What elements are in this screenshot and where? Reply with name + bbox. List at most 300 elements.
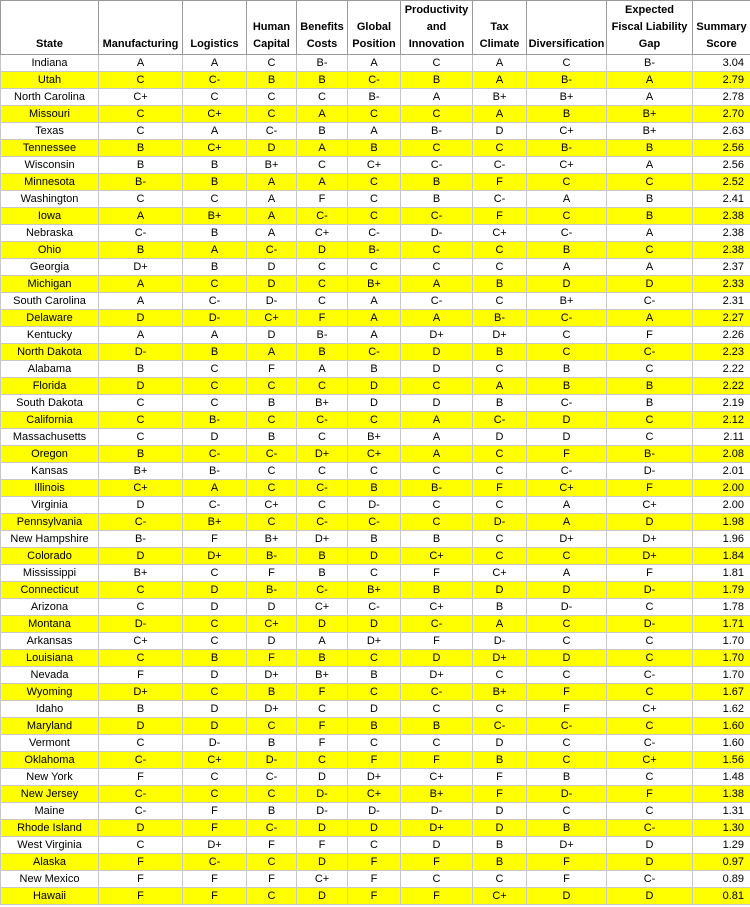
cell-diversification: C- <box>527 718 607 735</box>
header-manufacturing: Manufacturing <box>99 1 183 55</box>
cell-diversification: C <box>527 752 607 769</box>
cell-human-capital: F <box>247 361 297 378</box>
cell-productivity-innovation: D+ <box>401 327 473 344</box>
cell-logistics: D <box>183 701 247 718</box>
cell-benefits-costs: C- <box>297 480 348 497</box>
cell-state: Iowa <box>1 208 99 225</box>
cell-productivity-innovation: F <box>401 752 473 769</box>
cell-tax-climate: F <box>473 769 527 786</box>
header-global-position: Global Position <box>348 1 401 55</box>
cell-diversification: C <box>527 803 607 820</box>
cell-tax-climate: D <box>473 429 527 446</box>
cell-benefits-costs: B <box>297 650 348 667</box>
cell-human-capital: C- <box>247 242 297 259</box>
cell-fiscal-liability-gap: A <box>607 310 693 327</box>
cell-logistics: B <box>183 225 247 242</box>
cell-human-capital: D <box>247 259 297 276</box>
cell-manufacturing: C <box>99 837 183 854</box>
cell-state: Nebraska <box>1 225 99 242</box>
cell-summary-score: 1.96 <box>693 531 750 548</box>
header-benefits-costs: Benefits Costs <box>297 1 348 55</box>
cell-logistics: A <box>183 55 247 72</box>
cell-fiscal-liability-gap: C- <box>607 667 693 684</box>
cell-productivity-innovation: D <box>401 395 473 412</box>
cell-summary-score: 0.81 <box>693 888 750 905</box>
cell-productivity-innovation: C <box>401 140 473 157</box>
cell-benefits-costs: C <box>297 378 348 395</box>
cell-summary-score: 2.70 <box>693 106 750 123</box>
cell-fiscal-liability-gap: B <box>607 395 693 412</box>
cell-summary-score: 2.00 <box>693 480 750 497</box>
cell-fiscal-liability-gap: C <box>607 718 693 735</box>
cell-logistics: D <box>183 599 247 616</box>
table-row <box>1 514 750 531</box>
cell-state: Louisiana <box>1 650 99 667</box>
cell-summary-score: 1.30 <box>693 820 750 837</box>
cell-fiscal-liability-gap: C <box>607 412 693 429</box>
cell-manufacturing: B+ <box>99 565 183 582</box>
cell-manufacturing: C <box>99 582 183 599</box>
cell-tax-climate: C+ <box>473 225 527 242</box>
cell-fiscal-liability-gap: C- <box>607 871 693 888</box>
table-row <box>1 174 750 191</box>
cell-tax-climate: C <box>473 497 527 514</box>
cell-summary-score: 1.70 <box>693 667 750 684</box>
table-row <box>1 140 750 157</box>
cell-global-position: B <box>348 361 401 378</box>
cell-productivity-innovation: C <box>401 106 473 123</box>
cell-global-position: C+ <box>348 446 401 463</box>
cell-benefits-costs: D <box>297 242 348 259</box>
cell-summary-score: 2.08 <box>693 446 750 463</box>
cell-benefits-costs: F <box>297 310 348 327</box>
cell-summary-score: 2.22 <box>693 378 750 395</box>
cell-manufacturing: F <box>99 769 183 786</box>
cell-human-capital: C <box>247 854 297 871</box>
cell-summary-score: 2.26 <box>693 327 750 344</box>
cell-human-capital: C- <box>247 769 297 786</box>
cell-logistics: F <box>183 871 247 888</box>
cell-global-position: B <box>348 667 401 684</box>
cell-benefits-costs: A <box>297 174 348 191</box>
cell-productivity-innovation: C- <box>401 684 473 701</box>
cell-global-position: C <box>348 735 401 752</box>
table-row <box>1 531 750 548</box>
cell-global-position: D+ <box>348 633 401 650</box>
cell-productivity-innovation: D+ <box>401 820 473 837</box>
cell-state: South Carolina <box>1 293 99 310</box>
cell-fiscal-liability-gap: A <box>607 259 693 276</box>
cell-diversification: B <box>527 242 607 259</box>
cell-state: Tennessee <box>1 140 99 157</box>
cell-benefits-costs: C <box>297 463 348 480</box>
table-row <box>1 548 750 565</box>
cell-tax-climate: C- <box>473 191 527 208</box>
cell-global-position: D <box>348 378 401 395</box>
cell-tax-climate: D <box>473 803 527 820</box>
cell-fiscal-liability-gap: C <box>607 803 693 820</box>
cell-fiscal-liability-gap: C <box>607 599 693 616</box>
cell-state: Illinois <box>1 480 99 497</box>
table-row <box>1 157 750 174</box>
cell-human-capital: C- <box>247 123 297 140</box>
cell-tax-climate: D <box>473 735 527 752</box>
cell-global-position: C- <box>348 344 401 361</box>
cell-benefits-costs: B- <box>297 327 348 344</box>
cell-benefits-costs: C- <box>297 412 348 429</box>
cell-manufacturing: D <box>99 548 183 565</box>
cell-fiscal-liability-gap: F <box>607 786 693 803</box>
cell-fiscal-liability-gap: B <box>607 378 693 395</box>
cell-tax-climate: C <box>473 463 527 480</box>
cell-summary-score: 2.19 <box>693 395 750 412</box>
cell-benefits-costs: D <box>297 888 348 905</box>
table-row <box>1 616 750 633</box>
cell-human-capital: B- <box>247 582 297 599</box>
cell-benefits-costs: D- <box>297 803 348 820</box>
table-row <box>1 361 750 378</box>
cell-manufacturing: C- <box>99 786 183 803</box>
cell-logistics: C <box>183 633 247 650</box>
cell-diversification: C+ <box>527 123 607 140</box>
cell-tax-climate: C <box>473 531 527 548</box>
cell-logistics: C <box>183 361 247 378</box>
cell-global-position: C+ <box>348 157 401 174</box>
cell-productivity-innovation: D <box>401 361 473 378</box>
table-row <box>1 718 750 735</box>
table-row <box>1 293 750 310</box>
table-row <box>1 72 750 89</box>
cell-manufacturing: B <box>99 361 183 378</box>
cell-logistics: B <box>183 259 247 276</box>
cell-diversification: D+ <box>527 531 607 548</box>
cell-benefits-costs: D+ <box>297 446 348 463</box>
cell-manufacturing: A <box>99 55 183 72</box>
cell-benefits-costs: F <box>297 191 348 208</box>
cell-diversification: B <box>527 106 607 123</box>
cell-human-capital: C <box>247 412 297 429</box>
cell-state: Kansas <box>1 463 99 480</box>
cell-benefits-costs: C- <box>297 582 348 599</box>
cell-global-position: F <box>348 854 401 871</box>
cell-manufacturing: C <box>99 650 183 667</box>
cell-global-position: B <box>348 140 401 157</box>
cell-benefits-costs: C <box>297 429 348 446</box>
table-row <box>1 667 750 684</box>
cell-manufacturing: D- <box>99 616 183 633</box>
cell-global-position: F <box>348 752 401 769</box>
cell-benefits-costs: B <box>297 72 348 89</box>
cell-benefits-costs: C <box>297 157 348 174</box>
cell-logistics: C+ <box>183 140 247 157</box>
cell-tax-climate: B <box>473 276 527 293</box>
cell-benefits-costs: B+ <box>297 395 348 412</box>
cell-global-position: B+ <box>348 276 401 293</box>
cell-productivity-innovation: D <box>401 650 473 667</box>
cell-productivity-innovation: C+ <box>401 548 473 565</box>
cell-tax-climate: B <box>473 837 527 854</box>
cell-human-capital: B- <box>247 548 297 565</box>
cell-summary-score: 2.31 <box>693 293 750 310</box>
cell-global-position: B <box>348 531 401 548</box>
table-row <box>1 599 750 616</box>
cell-fiscal-liability-gap: F <box>607 565 693 582</box>
cell-global-position: C <box>348 463 401 480</box>
cell-state: Arizona <box>1 599 99 616</box>
cell-logistics: D <box>183 582 247 599</box>
table-row <box>1 191 750 208</box>
cell-benefits-costs: D <box>297 854 348 871</box>
cell-fiscal-liability-gap: C <box>607 429 693 446</box>
cell-global-position: D <box>348 548 401 565</box>
table-row <box>1 276 750 293</box>
cell-global-position: C <box>348 106 401 123</box>
cell-human-capital: A <box>247 208 297 225</box>
table-row <box>1 344 750 361</box>
cell-fiscal-liability-gap: A <box>607 72 693 89</box>
cell-state: Montana <box>1 616 99 633</box>
cell-state: Missouri <box>1 106 99 123</box>
cell-productivity-innovation: C <box>401 259 473 276</box>
cell-human-capital: C <box>247 718 297 735</box>
cell-benefits-costs: A <box>297 140 348 157</box>
table-row <box>1 769 750 786</box>
cell-manufacturing: C <box>99 106 183 123</box>
cell-manufacturing: C <box>99 395 183 412</box>
cell-productivity-innovation: B- <box>401 123 473 140</box>
cell-state: New Mexico <box>1 871 99 888</box>
cell-global-position: D <box>348 395 401 412</box>
cell-human-capital: D <box>247 327 297 344</box>
cell-human-capital: B <box>247 735 297 752</box>
cell-summary-score: 2.37 <box>693 259 750 276</box>
table-row <box>1 446 750 463</box>
table-row <box>1 871 750 888</box>
cell-summary-score: 1.60 <box>693 718 750 735</box>
cell-human-capital: D- <box>247 752 297 769</box>
cell-summary-score: 1.29 <box>693 837 750 854</box>
cell-productivity-innovation: A <box>401 446 473 463</box>
cell-productivity-innovation: F <box>401 888 473 905</box>
cell-manufacturing: C- <box>99 752 183 769</box>
cell-productivity-innovation: C <box>401 55 473 72</box>
cell-tax-climate: A <box>473 378 527 395</box>
cell-manufacturing: D <box>99 378 183 395</box>
cell-diversification: B- <box>527 140 607 157</box>
cell-manufacturing: B <box>99 157 183 174</box>
cell-fiscal-liability-gap: B+ <box>607 123 693 140</box>
cell-benefits-costs: F <box>297 837 348 854</box>
cell-state: New York <box>1 769 99 786</box>
cell-fiscal-liability-gap: C- <box>607 735 693 752</box>
cell-tax-climate: C <box>473 361 527 378</box>
table-row <box>1 752 750 769</box>
cell-global-position: C <box>348 684 401 701</box>
cell-logistics: B+ <box>183 514 247 531</box>
cell-manufacturing: B <box>99 446 183 463</box>
cell-diversification: C <box>527 548 607 565</box>
cell-fiscal-liability-gap: C <box>607 361 693 378</box>
cell-state: Massachusetts <box>1 429 99 446</box>
cell-state: Indiana <box>1 55 99 72</box>
header-diversification: Diversification <box>527 1 607 55</box>
cell-state: Minnesota <box>1 174 99 191</box>
cell-global-position: D- <box>348 803 401 820</box>
cell-benefits-costs: B <box>297 344 348 361</box>
cell-logistics: B <box>183 157 247 174</box>
cell-global-position: C+ <box>348 786 401 803</box>
cell-tax-climate: F <box>473 208 527 225</box>
cell-summary-score: 1.38 <box>693 786 750 803</box>
cell-manufacturing: C- <box>99 803 183 820</box>
cell-human-capital: C <box>247 55 297 72</box>
cell-global-position: A <box>348 327 401 344</box>
table-row <box>1 242 750 259</box>
cell-logistics: F <box>183 888 247 905</box>
cell-diversification: B+ <box>527 293 607 310</box>
table-row <box>1 565 750 582</box>
cell-productivity-innovation: C <box>401 242 473 259</box>
cell-fiscal-liability-gap: B- <box>607 446 693 463</box>
cell-human-capital: C <box>247 378 297 395</box>
cell-productivity-innovation: C <box>401 514 473 531</box>
cell-logistics: D+ <box>183 837 247 854</box>
cell-global-position: A <box>348 310 401 327</box>
cell-diversification: C <box>527 344 607 361</box>
cell-benefits-costs: C+ <box>297 225 348 242</box>
cell-logistics: C <box>183 276 247 293</box>
cell-global-position: D- <box>348 497 401 514</box>
cell-human-capital: F <box>247 871 297 888</box>
cell-tax-climate: C <box>473 259 527 276</box>
cell-diversification: A <box>527 191 607 208</box>
cell-state: Maine <box>1 803 99 820</box>
cell-logistics: B <box>183 344 247 361</box>
cell-manufacturing: A <box>99 208 183 225</box>
cell-human-capital: A <box>247 344 297 361</box>
cell-state: Texas <box>1 123 99 140</box>
cell-summary-score: 2.63 <box>693 123 750 140</box>
cell-global-position: F <box>348 871 401 888</box>
cell-productivity-innovation: A <box>401 89 473 106</box>
cell-productivity-innovation: B- <box>401 480 473 497</box>
cell-summary-score: 2.00 <box>693 497 750 514</box>
cell-manufacturing: A <box>99 293 183 310</box>
cell-fiscal-liability-gap: C+ <box>607 752 693 769</box>
cell-productivity-innovation: C- <box>401 208 473 225</box>
cell-human-capital: C+ <box>247 310 297 327</box>
cell-diversification: B+ <box>527 89 607 106</box>
cell-diversification: B <box>527 820 607 837</box>
cell-logistics: A <box>183 242 247 259</box>
cell-state: Florida <box>1 378 99 395</box>
cell-diversification: C- <box>527 463 607 480</box>
cell-diversification: C+ <box>527 480 607 497</box>
cell-manufacturing: C+ <box>99 480 183 497</box>
cell-benefits-costs: B <box>297 565 348 582</box>
cell-productivity-innovation: C <box>401 378 473 395</box>
cell-logistics: D- <box>183 735 247 752</box>
table-row <box>1 803 750 820</box>
cell-human-capital: B+ <box>247 531 297 548</box>
cell-state: Alaska <box>1 854 99 871</box>
cell-fiscal-liability-gap: A <box>607 89 693 106</box>
cell-fiscal-liability-gap: C <box>607 769 693 786</box>
cell-summary-score: 1.98 <box>693 514 750 531</box>
cell-summary-score: 1.67 <box>693 684 750 701</box>
header-logistics: Logistics <box>183 1 247 55</box>
cell-diversification: D- <box>527 599 607 616</box>
cell-manufacturing: C <box>99 412 183 429</box>
table-row <box>1 582 750 599</box>
cell-logistics: C- <box>183 497 247 514</box>
cell-tax-climate: D- <box>473 633 527 650</box>
cell-state: California <box>1 412 99 429</box>
cell-state: Colorado <box>1 548 99 565</box>
cell-global-position: B+ <box>348 429 401 446</box>
cell-state: Virginia <box>1 497 99 514</box>
cell-human-capital: C <box>247 480 297 497</box>
cell-logistics: A <box>183 123 247 140</box>
cell-human-capital: B+ <box>247 157 297 174</box>
header-fiscal-liability-gap: Expected Fiscal Liability Gap <box>607 1 693 55</box>
cell-diversification: F <box>527 701 607 718</box>
table-row <box>1 429 750 446</box>
cell-tax-climate: B <box>473 344 527 361</box>
cell-benefits-costs: C+ <box>297 599 348 616</box>
cell-tax-climate: B- <box>473 310 527 327</box>
cell-productivity-innovation: C <box>401 871 473 888</box>
cell-logistics: C- <box>183 293 247 310</box>
cell-diversification: F <box>527 854 607 871</box>
cell-productivity-innovation: D <box>401 344 473 361</box>
cell-global-position: D <box>348 616 401 633</box>
cell-benefits-costs: C+ <box>297 871 348 888</box>
cell-logistics: D <box>183 667 247 684</box>
cell-benefits-costs: D <box>297 820 348 837</box>
cell-manufacturing: B- <box>99 174 183 191</box>
cell-human-capital: B <box>247 395 297 412</box>
cell-state: Michigan <box>1 276 99 293</box>
cell-global-position: D <box>348 820 401 837</box>
cell-logistics: C+ <box>183 106 247 123</box>
cell-tax-climate: C <box>473 242 527 259</box>
cell-state: North Dakota <box>1 344 99 361</box>
cell-productivity-innovation: B <box>401 718 473 735</box>
cell-diversification: C <box>527 616 607 633</box>
cell-diversification: C <box>527 633 607 650</box>
cell-productivity-innovation: A <box>401 429 473 446</box>
cell-benefits-costs: A <box>297 633 348 650</box>
table-row <box>1 837 750 854</box>
cell-tax-climate: B+ <box>473 89 527 106</box>
cell-fiscal-liability-gap: B- <box>607 55 693 72</box>
cell-logistics: B <box>183 650 247 667</box>
cell-benefits-costs: D- <box>297 786 348 803</box>
cell-manufacturing: F <box>99 854 183 871</box>
cell-diversification: D+ <box>527 837 607 854</box>
cell-manufacturing: C- <box>99 514 183 531</box>
cell-logistics: C <box>183 769 247 786</box>
cell-summary-score: 2.38 <box>693 242 750 259</box>
cell-summary-score: 2.79 <box>693 72 750 89</box>
cell-tax-climate: C <box>473 140 527 157</box>
cell-state: New Hampshire <box>1 531 99 548</box>
cell-diversification: A <box>527 514 607 531</box>
cell-summary-score: 2.27 <box>693 310 750 327</box>
cell-manufacturing: B <box>99 140 183 157</box>
cell-state: Pennsylvania <box>1 514 99 531</box>
